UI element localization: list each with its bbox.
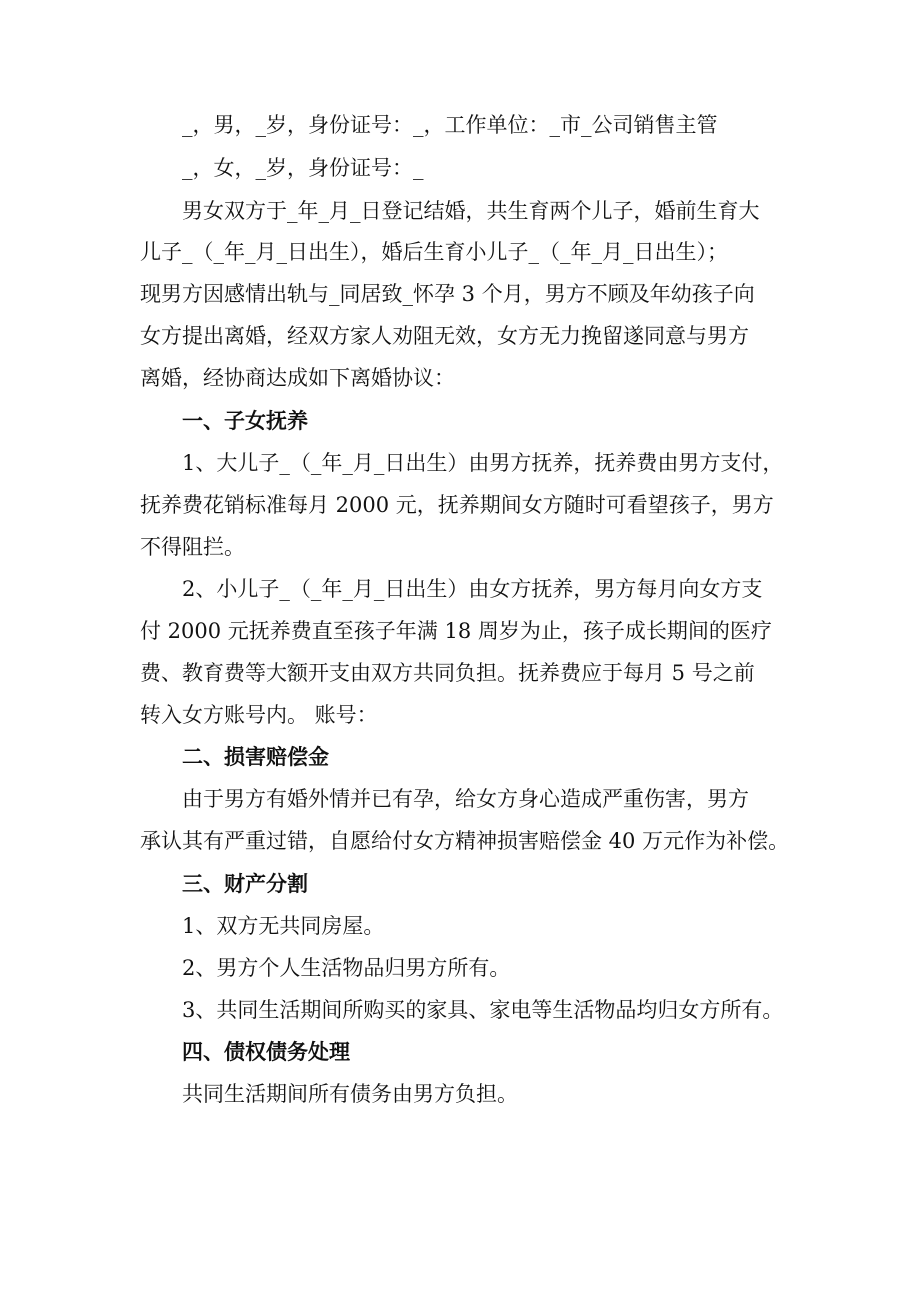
section-1-item-2-line-4: 转入女方账号内。 账号：	[140, 703, 378, 727]
section-1-item-2-line-3: 费、教育费等大额开支由双方共同负担。抚养费应于每月 5 号之前	[140, 661, 755, 685]
section-1-item-2-line-2: 付 2000 元抚养费直至孩子年满 18 周岁为止，孩子成长期间的医疗	[140, 619, 772, 643]
section-2-line-2: 承认其有严重过错，自愿给付女方精神损害赔偿金 40 万元作为补偿。	[140, 829, 790, 853]
section-1-item-1-line-1: 1、大儿子_（_年_月_日出生）由男方抚养，抚养费由男方支付，	[182, 451, 784, 475]
intro-line-2: 儿子_（_年_月_日出生），婚后生育小儿子_（_年_月_日出生）；	[140, 240, 728, 264]
section-3-item-3: 3、共同生活期间所购买的家具、家电等生活物品均归女方所有。	[182, 998, 784, 1022]
section-1-item-2-line-1: 2、小儿子_（_年_月_日出生）由女方抚养，男方每月向女方支	[182, 577, 763, 601]
section-4-heading: 四、债权债务处理	[182, 1040, 350, 1064]
section-2-heading: 二、损害赔偿金	[182, 745, 329, 769]
section-1-item-1-line-2: 抚养费花销标准每月 2000 元，抚养期间女方随时可看望孩子，男方	[140, 493, 774, 517]
intro-line-1: 男女双方于_年_月_日登记结婚，共生育两个儿子，婚前生育大	[182, 199, 760, 223]
section-2-line-1: 由于男方有婚外情并已有孕，给女方身心造成严重伤害，男方	[182, 787, 749, 811]
party-female-line: _，女，_岁，身份证号：_	[182, 156, 424, 180]
section-1-item-1-line-3: 不得阻拦。	[140, 535, 245, 559]
section-3-heading: 三、财产分割	[182, 872, 308, 896]
party-male-line: _，男，_岁，身份证号：_，工作单位：_市_公司销售主管	[182, 113, 718, 137]
intro-line-4: 女方提出离婚，经双方家人劝阻无效，女方无力挽留遂同意与男方	[140, 324, 749, 348]
section-1-heading: 一、子女抚养	[182, 409, 308, 433]
section-3-item-2: 2、男方个人生活物品归男方所有。	[182, 956, 511, 980]
section-4-line-1: 共同生活期间所有债务由男方负担。	[182, 1082, 518, 1106]
section-3-item-1: 1、双方无共同房屋。	[182, 914, 385, 938]
intro-line-3: 现男方因感情出轨与_同居致_怀孕 3 个月，男方不顾及年幼孩子向	[140, 282, 755, 306]
intro-line-5: 离婚，经协商达成如下离婚协议：	[140, 366, 455, 390]
